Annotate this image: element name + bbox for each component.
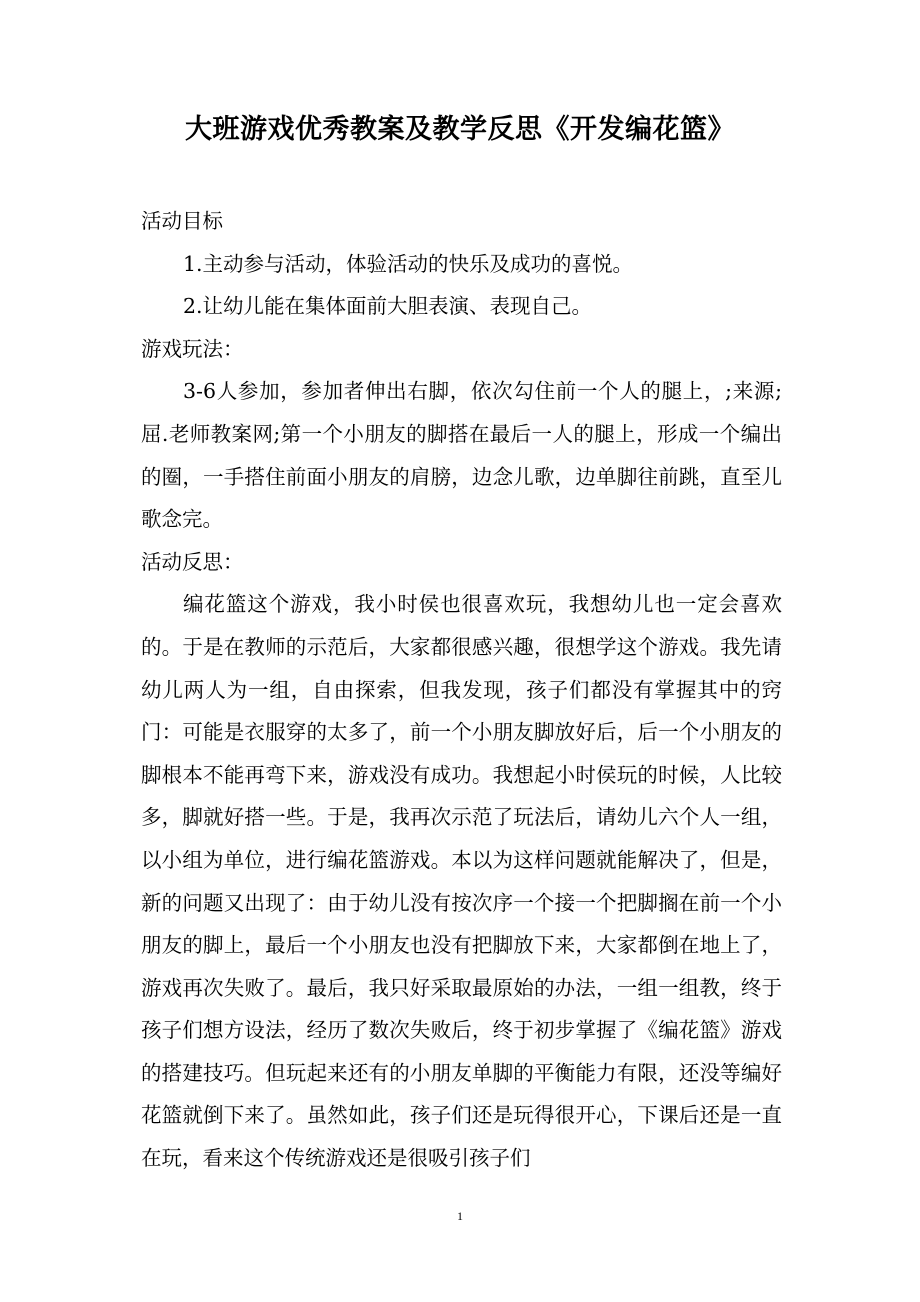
document-body <box>141 200 782 1180</box>
page-number: 1 <box>457 1209 463 1223</box>
reflection-paragraph: 编花篮这个游戏，我小时侯也很喜欢玩，我想幼儿也一定会喜欢的。于是在教师的示范后，大家都很感兴趣，很想学这个游戏。我先请幼儿两人为一组，自由探索，但我发现，孩子们都没有掌握其中的窍门：可能是衣服穿的太多了，前一个小朋友脚放好后，后一个小朋友的脚根本不能再弯下来，游戏没有成功。我想起小时侯玩的时候，人比较多，脚就好搭一些。于是，我再次示范了玩法后，请幼儿六个人一组，以小组为单位，进行编花篮游戏。本以为这样问题就能解决了，但是，新的问题又出现了：由于幼儿没有按次序一个接一个把脚搁在前一个小朋友的脚上，最后一个小朋友也没有把脚放下来，大家都倒在地上了，游戏再次失败了。最后，我只好采取最原始的办法，一组一组教，终于孩子们想方设法，经历了数次失败后，终于初步掌握了《编花篮》游戏的搭建技巧。但玩起来还有的小朋友单脚的平衡能力有限，还没等编好花篮就倒下来了。虽然如此，孩子们还是玩得很开心，下课后还是一直在玩，看来这个传统游戏还是很吸引孩子们 <box>141 592 782 1171</box>
goal-item-1: 1.主动参与活动，体验活动的快乐及成功的喜悦。 <box>183 251 634 276</box>
goal-item-2: 2.让幼儿能在集体面前大胆表演、表现自己。 <box>183 294 593 319</box>
section-heading-reflection: 活动反思： <box>141 549 244 574</box>
document-title: 大班游戏优秀教案及教学反思《开发编花篮》 <box>185 114 735 145</box>
section-heading-play: 游戏玩法： <box>141 336 244 361</box>
play-paragraph: 3-6人参加，参加者伸出右脚，依次勾住前一个人的腿上，;来源;屈.老师教案网;第一个小朋友的脚搭在最后一人的腿上，形成一个编出的圈，一手搭住前面小朋友的肩膀，边念儿歌，边单脚往前跳，直至儿歌念完。 <box>141 379 782 532</box>
section-heading-goals: 活动目标 <box>141 209 223 233</box>
